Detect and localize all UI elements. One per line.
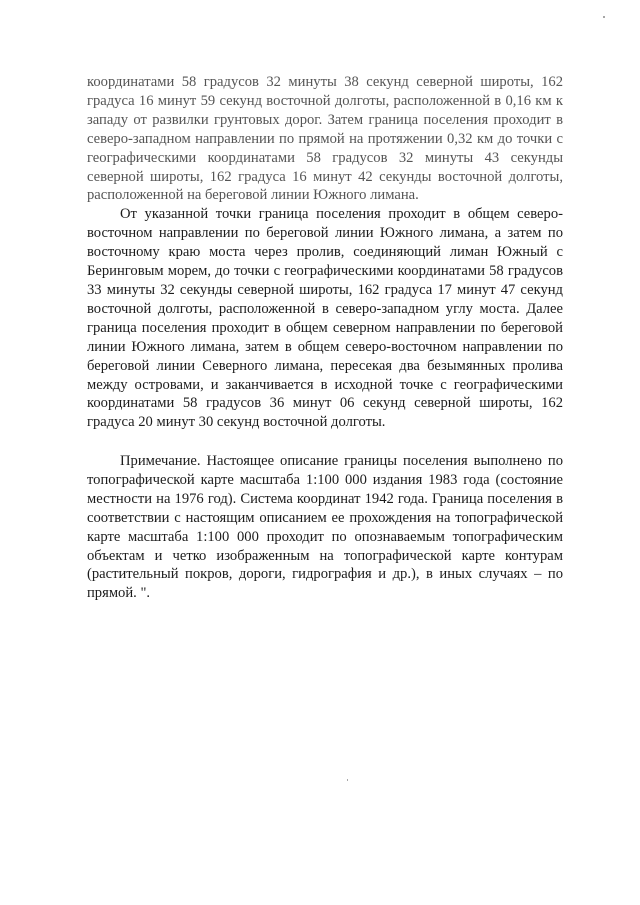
boundary-paragraph: От указанной точки граница поселения проходит в общем северо-восточном направлении по береговой линии Южного лимана, а затем по восточному краю моста через пролив, соединяющий лиман Южный с Беринговым морем, до точки с географическими координатами 58 градусов 33 минуты 32 секунды северной широты, 162 градуса 17 минут 47 секунд восточной долготы, расположенной в северо-западном углу моста. Далее граница поселения проходит в общем северном направлении по береговой линии Южного лимана, затем в общем северо-восточном направлении по береговой линии Северного лимана, пересекая два безымянных пролива между островами, и заканчивается в исходной точке с географическими координатами 58 градусов 36 минут 06 секунд северной широты, 162 градуса 20 минут 30 секунд восточной долготы. bbox=[87, 206, 563, 431]
note-paragraph: Примечание. Настоящее описание границы поселения выполнено по топографической карте масштаба 1:100 000 издания 1983 года (состояние местности на 1976 год). Система координат 1942 года. Граница поселения в соответствии с настоящим описанием ее прохождения на топографической карте масштаба 1:100 000 проходит по опознаваемым топографическим объектам и четко изображенным на топографической карте контурам (растительный покров, дороги, гидрография и др.), в иных случаях – по прямой. ". bbox=[87, 453, 563, 602]
boundary-description bbox=[87, 73, 563, 432]
scan-speck-bottom bbox=[347, 779, 348, 781]
scan-speck-top bbox=[603, 16, 605, 18]
boundary-paragraph-continued: координатами 58 градусов 32 минуты 38 секунд северной широты, 162 градуса 16 минут 59 секунд восточной долготы, расположенной в 0,16 км к западу от развилки грунтовых дорог. Затем граница поселения проходит в северо-западном направлении по прямой на протяжении 0,32 км до точки с географическими координатами 58 градусов 32 минуты 43 секунды северной широты, 162 градуса 16 минут 42 секунды восточной долготы, расположенной на береговой линии Южного лимана. bbox=[87, 74, 563, 204]
note-section bbox=[87, 452, 563, 603]
